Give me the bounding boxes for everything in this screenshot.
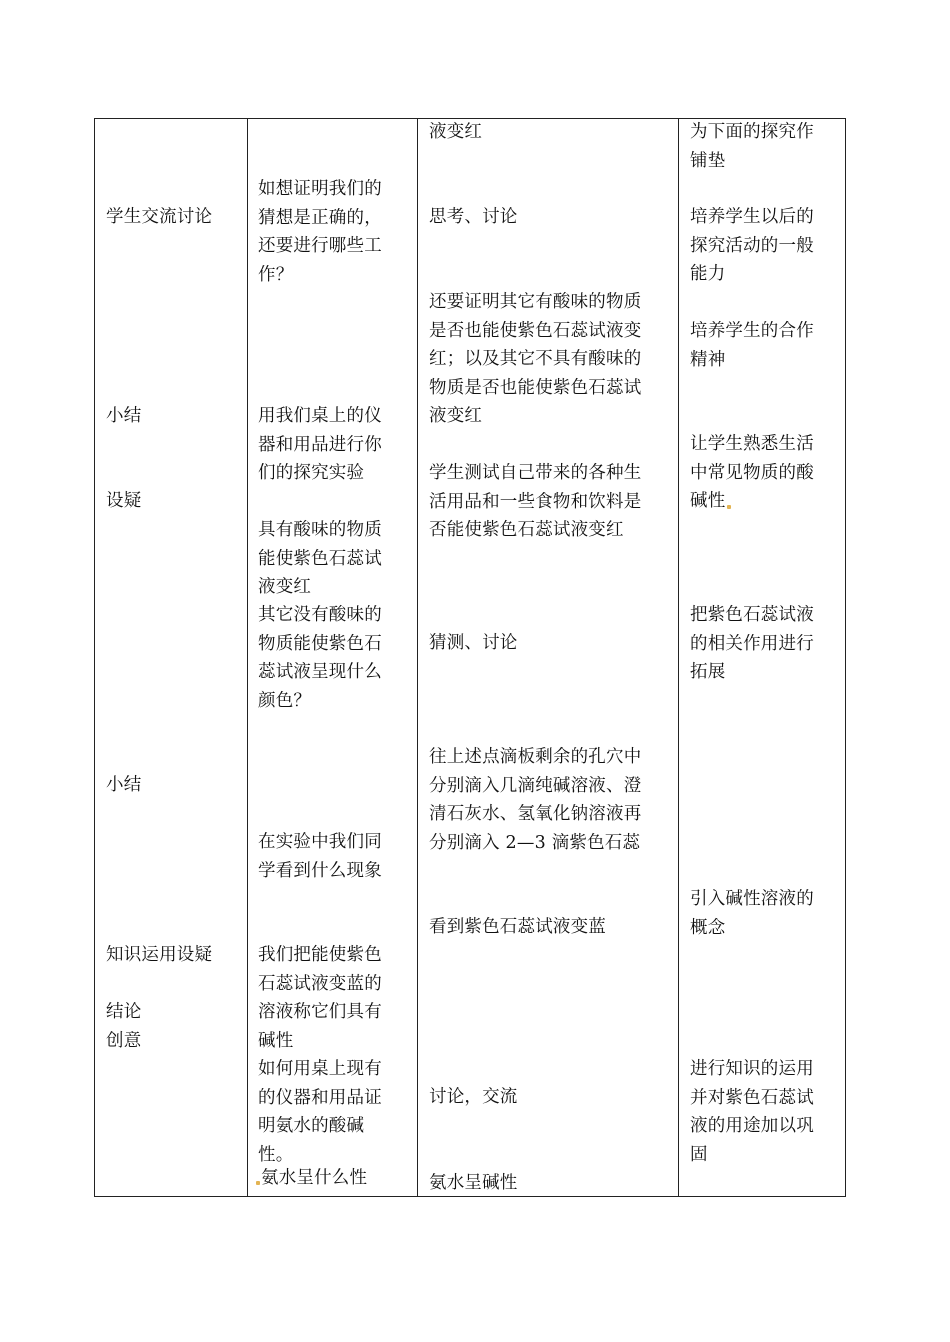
student-activity: 看到紫色石蕊试液变蓝 — [429, 917, 606, 937]
design-intent: 进行知识的运用 并对紫色石蕊试 液的用途加以巩 固 — [690, 1059, 814, 1165]
stage-label: 结论 — [106, 1002, 142, 1022]
student-activity: 讨论，交流 — [429, 1087, 518, 1107]
design-intent: 培养学生的合作 精神 — [690, 321, 814, 370]
column-divider — [417, 119, 418, 1196]
student-activity: 猜测、讨论 — [429, 633, 518, 653]
teacher-activity: 用我们桌上的仪 器和用品进行你 们的探究实验 — [258, 406, 382, 483]
teacher-activity: 具有酸味的物质 能使紫色石蕊试 液变红 — [258, 520, 382, 597]
stage-label: 小结 — [106, 406, 142, 426]
design-intent: 让学生熟悉生活 中常见物质的酸 碱性 — [690, 434, 814, 511]
column-divider — [678, 119, 679, 1196]
teacher-activity: 如何用桌上现有 的仪器和用品证 明氨水的酸碱 性。 — [258, 1059, 382, 1165]
teacher-activity: 如想证明我们的 猜想是正确的， 还要进行哪些工 作？ — [258, 179, 382, 285]
teacher-activity: 其它没有酸味的 物质能使紫色石 蕊试液呈现什么 颜色？ — [258, 605, 382, 711]
stage-label: 学生交流讨论 — [106, 207, 213, 227]
column-divider — [247, 119, 248, 1196]
student-activity: 液变红 — [429, 122, 483, 142]
edit-mark — [256, 1181, 260, 1185]
stage-label: 小结 — [106, 775, 142, 795]
student-activity: 还要证明其它有酸味的物质 是否也能使紫色石蕊试液变 红；以及其它不具有酸味的 物质是否也能使紫色石蕊试 液变红 — [429, 292, 642, 426]
teacher-activity: 我们把能使紫色 石蕊试液变蓝的 溶液称它们具有 碱性 — [258, 945, 382, 1051]
teacher-activity: 在实验中我们同 学看到什么现象 — [258, 832, 382, 881]
stage-label: 创意 — [106, 1030, 142, 1051]
student-activity: 往上述点滴板剩余的孔穴中 分别滴入几滴纯碱溶液、澄 清石灰水、氢氧化钠溶液再 分别滴入 2—3 滴紫色石蕊 — [429, 747, 642, 853]
edit-mark — [727, 505, 731, 509]
teacher-activity: 氨水呈什么性 — [261, 1168, 368, 1188]
stage-label: 设疑 — [106, 491, 142, 511]
design-intent: 引入碱性溶液的 概念 — [690, 889, 814, 938]
design-intent: 为下面的探究作 铺垫 — [690, 122, 814, 171]
design-intent: 培养学生以后的 探究活动的一般 能力 — [690, 207, 814, 284]
stage-label: 知识运用设疑 — [106, 945, 213, 965]
design-intent: 把紫色石蕊试液 的相关作用进行 拓展 — [690, 605, 814, 682]
student-activity: 学生测试自己带来的各种生 活用品和一些食物和饮料是 否能使紫色石蕊试液变红 — [429, 463, 642, 540]
stage-label-group — [106, 998, 141, 1055]
student-activity: 氨水呈碱性 — [429, 1173, 518, 1193]
student-activity: 思考、讨论 — [429, 207, 518, 227]
